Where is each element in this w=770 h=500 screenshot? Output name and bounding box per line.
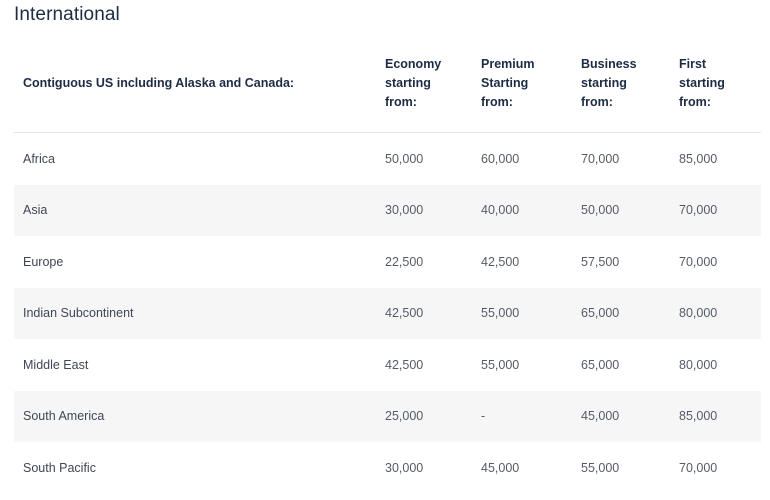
header-line: Starting (481, 75, 529, 90)
first-cell: 70,000 (679, 460, 718, 475)
premium-cell: 55,000 (481, 357, 520, 372)
header-line: from: (679, 94, 711, 109)
header-line: from: (481, 94, 513, 109)
economy-cell: 30,000 (385, 460, 424, 475)
economy-column-header (385, 34, 481, 133)
table-row (14, 185, 761, 237)
table-header (14, 34, 761, 133)
business-cell: 50,000 (581, 185, 679, 237)
business-cell: 70,000 (581, 151, 620, 166)
region-cell: Middle East (23, 357, 89, 372)
business-cell: 57,500 (581, 254, 620, 269)
business-cell: 65,000 (581, 357, 620, 372)
economy-cell: 22,500 (385, 254, 424, 269)
economy-cell: 25,000 (385, 391, 481, 443)
premium-column-header (481, 34, 581, 133)
table-row (14, 288, 761, 340)
first-cell: 70,000 (679, 185, 761, 237)
region-cell: South America (14, 391, 385, 443)
header-line: Business (581, 56, 637, 71)
table-row (14, 391, 761, 443)
table-row (14, 339, 761, 391)
header-line: starting (385, 75, 431, 90)
header-line: starting (679, 75, 725, 90)
premium-cell: 42,500 (481, 254, 520, 269)
header-line: Premium (481, 56, 535, 71)
first-cell: 80,000 (679, 357, 718, 372)
region-cell: Africa (23, 151, 55, 166)
first-cell: 85,000 (679, 151, 718, 166)
first-cell: 80,000 (679, 288, 761, 340)
premium-cell: - (481, 391, 581, 443)
premium-cell: 45,000 (481, 460, 520, 475)
economy-cell: 42,500 (385, 357, 424, 372)
economy-cell: 50,000 (385, 151, 424, 166)
business-column-header (581, 34, 679, 133)
table-row (14, 442, 761, 494)
premium-cell: 55,000 (481, 288, 581, 340)
header-line: First (679, 56, 707, 71)
business-cell: 55,000 (581, 460, 620, 475)
table-row (14, 236, 761, 288)
header-row (14, 34, 761, 133)
first-cell: 85,000 (679, 391, 761, 443)
economy-cell: 30,000 (385, 185, 481, 237)
award-chart-table (14, 34, 761, 494)
header-line: starting (581, 75, 627, 90)
section-title: International (14, 4, 120, 25)
header-line: Economy (385, 56, 442, 71)
first-cell: 70,000 (679, 254, 718, 269)
premium-cell: 40,000 (481, 185, 581, 237)
economy-cell: 42,500 (385, 288, 481, 340)
premium-cell: 60,000 (481, 151, 520, 166)
business-cell: 45,000 (581, 391, 679, 443)
region-cell: South Pacific (23, 460, 96, 475)
header-line: from: (581, 94, 613, 109)
region-cell: Asia (14, 185, 385, 237)
header-line: from: (385, 94, 417, 109)
region-column-header: Contiguous US including Alaska and Canada: (14, 34, 385, 133)
first-column-header (679, 34, 761, 133)
table-body (14, 133, 761, 494)
table-row (14, 133, 761, 185)
business-cell: 65,000 (581, 288, 679, 340)
region-cell: Indian Subcontinent (14, 288, 385, 340)
region-cell: Europe (23, 254, 64, 269)
